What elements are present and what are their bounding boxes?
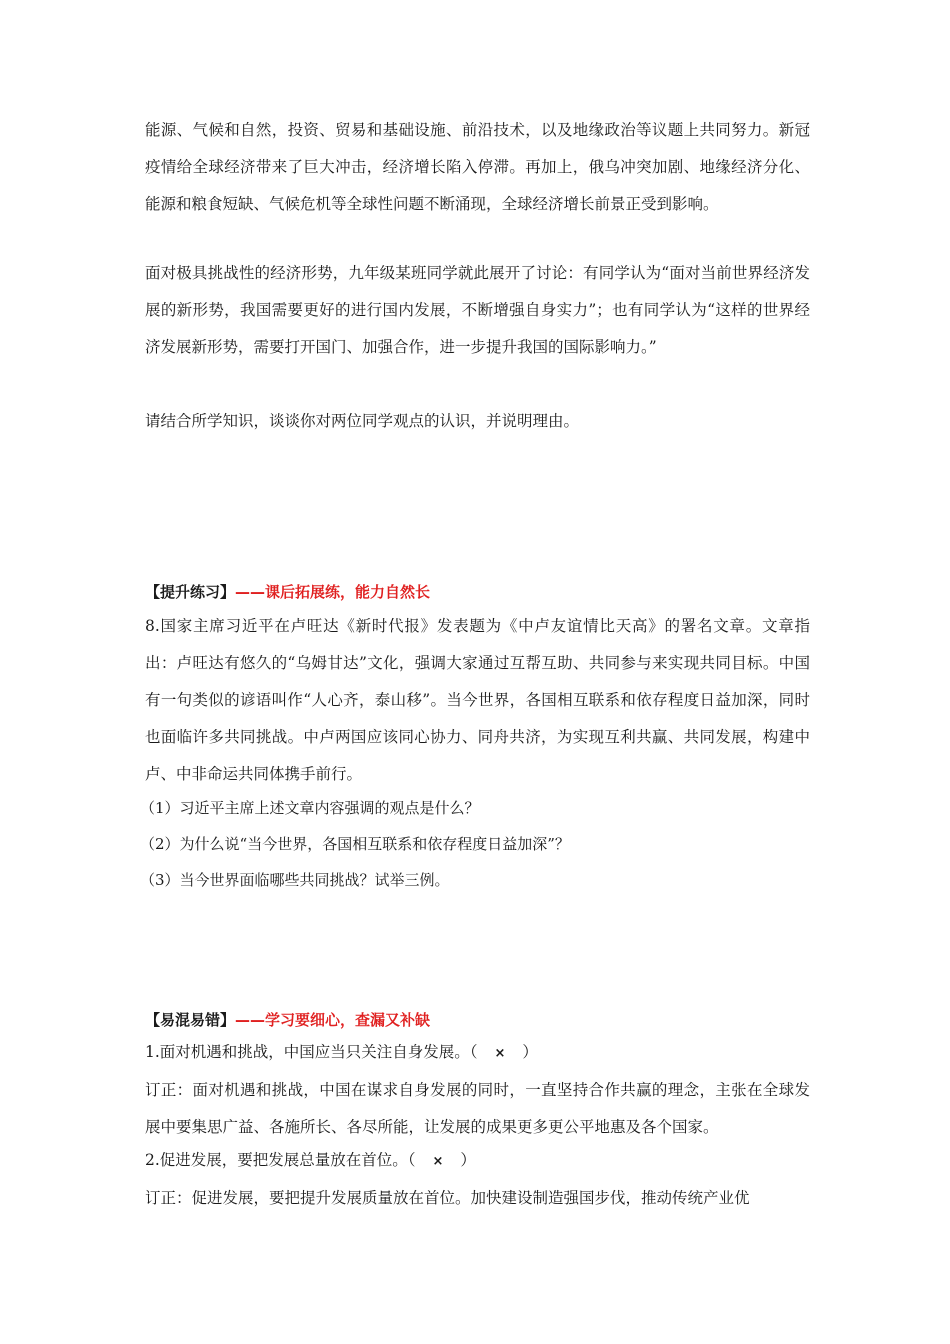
sub-question-2: （2）为什么说“当今世界，各国相互联系和依存程度日益加深”？: [140, 835, 570, 853]
correction-1: 订正：面对机遇和挑战，中国在谋求自身发展的同时，一直坚持合作共赢的理念，主张在全球发展中要集思广益、各施所长、各尽所能，让发展的成果更多更公平地惠及各个国家。: [145, 1081, 810, 1136]
section-heading-mistakes: [145, 1008, 810, 1032]
cross-mark-icon: ×: [432, 1154, 444, 1169]
judgement-close: ）: [522, 1043, 538, 1061]
judgement-text: 1.面对机遇和挑战，中国应当只关注自身发展。（: [145, 1043, 478, 1061]
judgement-text: 2.促进发展，要把发展总量放在首位。（: [145, 1151, 416, 1169]
sub-question-1: （1）习近平主席上述文章内容强调的观点是什么？: [140, 799, 480, 817]
intro-question: 请结合所学知识，谈谈你对两位同学观点的认识，并说明理由。: [145, 412, 580, 430]
judgement-close: ）: [460, 1151, 476, 1169]
cross-mark-icon: ×: [494, 1046, 506, 1061]
sub-question-3: （3）当今世界面临哪些共同挑战？试举三例。: [140, 871, 450, 889]
question-8: 8.国家主席习近平在卢旺达《新时代报》发表题为《中卢友谊情比天高》的署名文章。文章指出：卢旺达有悠久的“乌姆甘达”文化，强调大家通过互帮互助、共同参与来实现共同目标。中国有一句类似的谚语叫作“人心齐，泰山移”。当今世界，各国相互联系和依存程度日益加深，同时也面临许多共同挑战。中卢两国应该同心协力、同舟共济，为实现互利共赢、共同发展，构建中卢、中非命运共同体携手前行。: [145, 617, 810, 783]
section-tagline: ——学习要细心，查漏又补缺: [235, 1011, 431, 1029]
judgement-item-1: [145, 1040, 810, 1066]
correction-2: 订正：促进发展，要把提升发展质量放在首位。加快建设制造强国步伐，推动传统产业优: [145, 1189, 750, 1207]
section-tagline: ——课后拓展练，能力自然长: [235, 583, 431, 601]
section-bracket-label: 【提升练习】: [145, 583, 236, 601]
intro-paragraph-1: 能源、气候和自然，投资、贸易和基础设施、前沿技术，以及地缘政治等议题上共同努力。新冠疫情给全球经济带来了巨大冲击，经济增长陷入停滞。再加上，俄乌冲突加剧、地缘经济分化、能源和粮食短缺、气候危机等全球性问题不断涌现，全球经济增长前景正受到影响。: [145, 121, 810, 213]
judgement-item-2: [145, 1148, 810, 1174]
section-heading-practice: [145, 580, 810, 604]
section-bracket-label: 【易混易错】: [145, 1011, 236, 1029]
intro-paragraph-2: 面对极具挑战性的经济形势，九年级某班同学就此展开了讨论：有同学认为“面对当前世界经济发展的新形势，我国需要更好的进行国内发展，不断增强自身实力”；也有同学认为“这样的世界经济发展新形势，需要打开国门、加强合作，进一步提升我国的国际影响力。”: [145, 264, 810, 356]
